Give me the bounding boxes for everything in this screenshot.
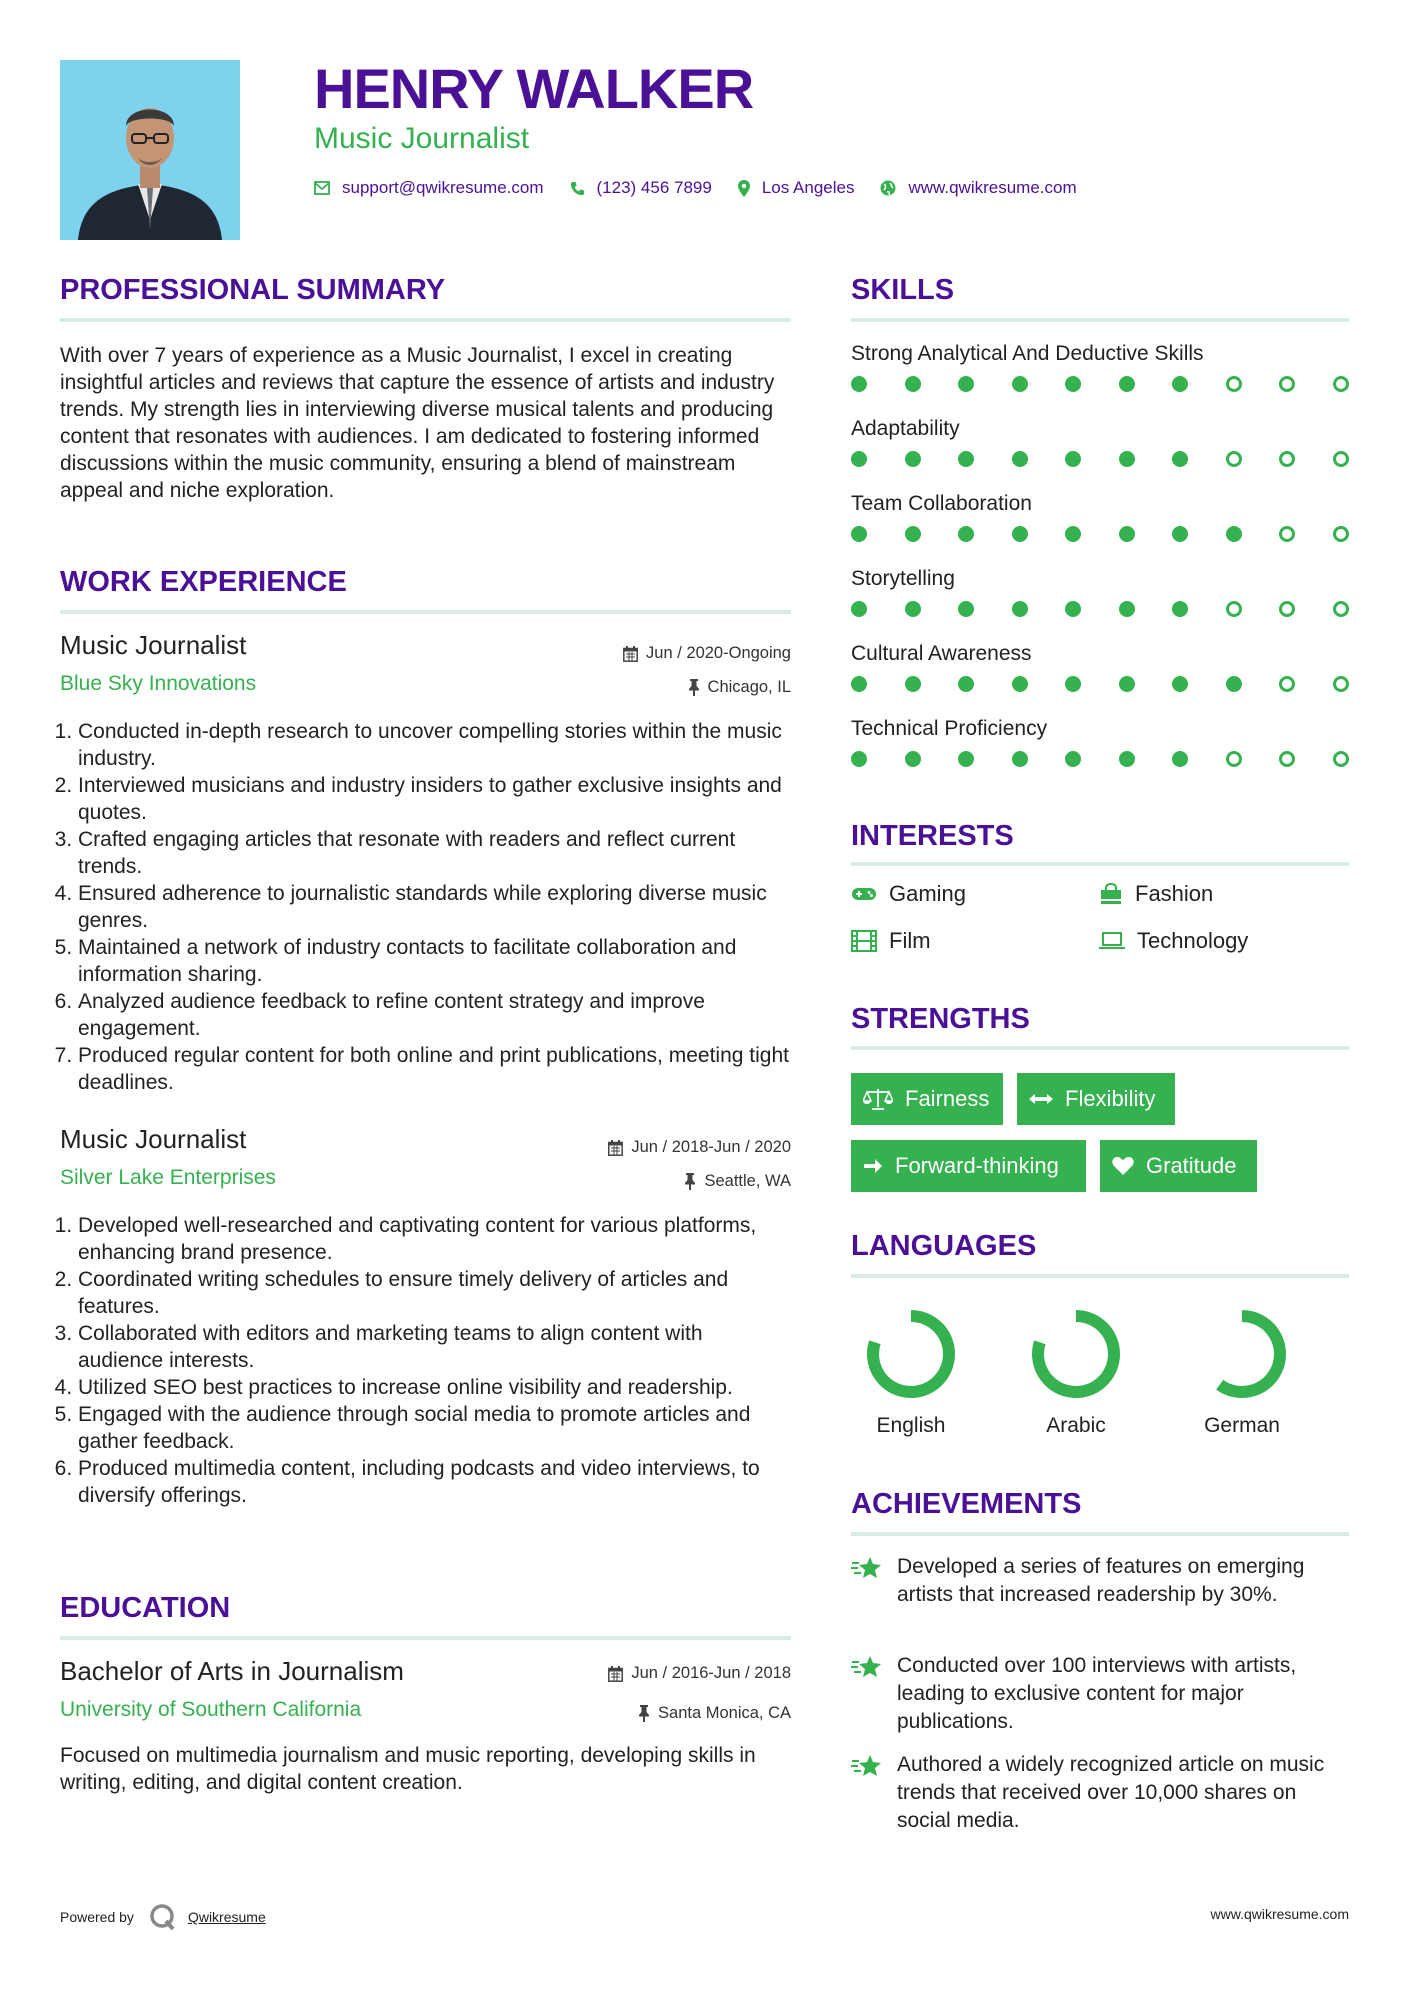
contact-phone[interactable]: (123) 456 7899 [596,178,712,197]
job-title: Music Journalist [60,1124,247,1154]
job-location: Seattle, WA [684,1172,791,1191]
rating-dot-filled [1226,526,1242,542]
achievement-item: Conducted over 100 interviews with artists, leading to exclusive content for major publications. [851,1652,1349,1736]
achievements-heading: ACHIEVEMENTS [851,1488,1082,1520]
summary-heading: PROFESSIONAL SUMMARY [60,274,446,306]
job-location: Chicago, IL [688,678,791,697]
skill-name: Cultural Awareness [851,642,1032,665]
rating-dot-empty [1226,601,1242,617]
footer-site[interactable]: www.qwikresume.com [1210,1906,1349,1922]
rating-dot-filled [1172,601,1188,617]
rating-dot-filled [1119,601,1135,617]
achievements-divider [851,1532,1349,1536]
calendar-icon [608,1140,623,1156]
shooting-star-icon [851,1654,883,1680]
rating-dot-filled [1012,676,1028,692]
education-entry [60,1656,791,1796]
rating-dot-empty [1279,601,1295,617]
candidate-name: HENRY WALKER [314,57,754,120]
calendar-icon [623,646,638,662]
rating-dot-filled [1065,676,1081,692]
skill-rating [851,526,1349,542]
profile-photo [60,60,240,240]
rating-dot-filled [958,451,974,467]
skill-rating [851,751,1349,767]
skill-row [851,567,1349,642]
contact-email[interactable]: support@qwikresume.com [342,178,544,197]
language-arc [873,1316,949,1392]
list-item: 3. Collaborated with editors and marketing teams to align content with audience interests. [78,1320,791,1374]
rating-dot-empty [1333,601,1349,617]
map-marker-icon [738,180,750,197]
contact-website[interactable]: www.qwikresume.com [908,178,1077,197]
skill-row [851,717,1349,792]
education-description: Focused on multimedia journalism and music reporting, developing skills in writing, editing, and digital content creation. [60,1744,756,1794]
experience-heading: WORK EXPERIENCE [60,566,347,598]
interest-item: Technology [1099,928,1248,954]
languages-divider [851,1274,1349,1278]
gamepad-icon [851,886,877,902]
rating-dot-filled [1119,526,1135,542]
rating-dot-empty [1226,451,1242,467]
arrows-horizontal-icon [1029,1093,1053,1105]
strength-badge: Gratitude [1100,1140,1257,1192]
skill-name: Technical Proficiency [851,717,1048,740]
job-bullets [60,718,791,1096]
laptop-icon [1099,931,1125,951]
achievement-item: Authored a widely recognized article on music trends that received over 10,000 shares on social media. [851,1751,1349,1835]
rating-dot-filled [851,451,867,467]
list-item: 3. Crafted engaging articles that resonate with readers and reflect current trends. [78,826,791,880]
rating-dot-filled [958,376,974,392]
interest-item: Film [851,928,931,954]
job-company: Silver Lake Enterprises [60,1166,276,1189]
strength-badge: Fairness [851,1073,1003,1125]
rating-dot-empty [1333,526,1349,542]
skills-heading: SKILLS [851,274,955,306]
shopping-bag-icon [1099,883,1123,905]
list-item: 5. Engaged with the audience through social media to promote articles and gather feedback. [78,1401,791,1455]
rating-dot-filled [1172,526,1188,542]
skill-name: Storytelling [851,567,955,590]
job-entry [60,1124,791,1509]
rating-dot-filled [1119,751,1135,767]
job-date: Jun / 2018-Jun / 2020 [608,1138,791,1157]
language-item [1016,1300,1136,1438]
rating-dot-filled [1119,376,1135,392]
heart-icon [1112,1156,1134,1176]
rating-dot-filled [905,676,921,692]
rating-dot-filled [1119,451,1135,467]
shooting-star-icon [851,1753,883,1779]
rating-dot-filled [1012,451,1028,467]
footer-brand-link[interactable]: Qwikresume [187,1909,266,1925]
strengths-divider [851,1046,1349,1050]
rating-dot-filled [1012,526,1028,542]
skill-rating [851,676,1349,692]
pushpin-icon [688,679,700,696]
qwikresume-logo-icon [148,1902,178,1932]
language-arc [1038,1316,1114,1392]
rating-dot-filled [1172,376,1188,392]
interest-item: Fashion [1099,881,1213,907]
skill-rating [851,451,1349,467]
language-name: English [876,1414,946,1437]
skills-divider [851,318,1349,322]
rating-dot-filled [905,451,921,467]
strength-badge: Flexibility [1017,1073,1175,1125]
pushpin-icon [684,1173,696,1190]
skill-name: Adaptability [851,417,960,440]
shooting-star-icon [851,1555,883,1581]
rating-dot-empty [1333,376,1349,392]
list-item: 4. Ensured adherence to journalistic standards while exploring diverse music genres. [78,880,791,934]
list-item: 5. Maintained a network of industry contacts to facilitate collaboration and information sharing. [78,934,791,988]
language-name: Arabic [1046,1414,1106,1437]
phone-icon [570,181,585,196]
list-item: 4. Utilized SEO best practices to increase online visibility and readership. [78,1374,791,1401]
language-name: German [1204,1414,1280,1437]
rating-dot-empty [1279,676,1295,692]
rating-dot-filled [851,601,867,617]
job-title: Music Journalist [60,630,247,660]
rating-dot-filled [1172,676,1188,692]
job-entry [60,630,791,1096]
rating-dot-filled [1065,451,1081,467]
summary-text: With over 7 years of experience as a Music Journalist, I excel in creating insightful articles and reviews that capture the essence of artists and industry trends. My strength lies in interviewing diverse musical talents and producing content that resonates with audiences. I am dedicated to fostering informed discussions within the music community, ensuring a blend of mainstream appeal and niche exploration. [60,344,775,502]
rating-dot-empty [1279,451,1295,467]
list-item: 1. Developed well-researched and captivating content for various platforms, enhancing brand presence. [78,1212,791,1266]
rating-dot-filled [905,376,921,392]
summary-divider [60,318,791,322]
rating-dot-filled [1172,451,1188,467]
skill-row [851,417,1349,492]
rating-dot-empty [1279,376,1295,392]
rating-dot-filled [1172,751,1188,767]
balance-scale-icon [863,1088,893,1110]
skill-name: Team Collaboration [851,492,1032,515]
rating-dot-empty [1279,751,1295,767]
rating-dot-empty [1333,676,1349,692]
rating-dot-filled [905,526,921,542]
rating-dot-filled [958,676,974,692]
education-location: Santa Monica, CA [638,1704,791,1723]
list-item: 2. Interviewed musicians and industry insiders to gather exclusive insights and quotes. [78,772,791,826]
education-date: Jun / 2016-Jun / 2018 [608,1664,791,1683]
pushpin-icon [638,1705,650,1722]
rating-dot-filled [1012,376,1028,392]
language-item [851,1300,971,1438]
skill-rating [851,376,1349,392]
degree-title: Bachelor of Arts in Journalism [60,1656,404,1686]
skills-list [851,342,1349,792]
rating-dot-empty [1226,751,1242,767]
candidate-title: Music Journalist [314,122,530,155]
globe-icon [880,180,896,196]
rating-dot-filled [1065,526,1081,542]
list-item: 6. Produced multimedia content, including podcasts and video interviews, to diversify offerings. [78,1455,791,1509]
rating-dot-filled [958,601,974,617]
language-ring [851,1300,971,1408]
rating-dot-filled [905,601,921,617]
interests-divider [851,862,1349,866]
languages-heading: LANGUAGES [851,1230,1037,1262]
rating-dot-filled [851,751,867,767]
rating-dot-filled [851,376,867,392]
language-ring [1016,1300,1136,1408]
rating-dot-filled [851,526,867,542]
calendar-icon [608,1666,623,1682]
rating-dot-filled [1012,751,1028,767]
list-item: 7. Produced regular content for both online and print publications, meeting tight deadlines. [78,1042,791,1096]
film-icon [851,930,877,952]
footer-powered-by: Powered by Qwikresume [60,1902,266,1932]
strengths-heading: STRENGTHS [851,1003,1030,1035]
skill-name: Strong Analytical And Deductive Skills [851,342,1204,365]
list-item: 1. Conducted in-depth research to uncover compelling stories within the music industry. [78,718,791,772]
rating-dot-empty [1279,526,1295,542]
arrow-right-icon [863,1157,883,1175]
language-item [1182,1300,1302,1438]
rating-dot-filled [1065,751,1081,767]
school-name: University of Southern California [60,1698,362,1721]
rating-dot-filled [1065,601,1081,617]
education-heading: EDUCATION [60,1592,231,1624]
rating-dot-filled [905,751,921,767]
language-arc [1220,1316,1280,1392]
rating-dot-filled [1065,376,1081,392]
list-item: 2. Coordinated writing schedules to ensure timely delivery of articles and features. [78,1266,791,1320]
job-date: Jun / 2020-Ongoing [623,644,791,663]
language-ring [1182,1300,1302,1408]
rating-dot-empty [1333,451,1349,467]
education-divider [60,1636,791,1640]
interests-heading: INTERESTS [851,820,1014,852]
job-bullets [60,1212,791,1509]
contact-location: Los Angeles [761,178,855,197]
skill-row [851,642,1349,717]
rating-dot-empty [1226,376,1242,392]
skill-rating [851,601,1349,617]
skill-row [851,492,1349,567]
skill-row [851,342,1349,417]
achievement-item: Developed a series of features on emerging artists that increased readership by 30%. [851,1553,1349,1609]
experience-divider [60,610,791,614]
rating-dot-filled [958,526,974,542]
contact-bar [314,178,1103,198]
rating-dot-filled [958,751,974,767]
rating-dot-empty [1333,751,1349,767]
interest-item: Gaming [851,881,966,907]
rating-dot-filled [1012,601,1028,617]
envelope-icon [314,181,330,195]
rating-dot-filled [851,676,867,692]
strength-badge: Forward-thinking [851,1140,1086,1192]
list-item: 6. Analyzed audience feedback to refine content strategy and improve engagement. [78,988,791,1042]
job-company: Blue Sky Innovations [60,672,257,695]
rating-dot-filled [1119,676,1135,692]
rating-dot-filled [1226,676,1242,692]
